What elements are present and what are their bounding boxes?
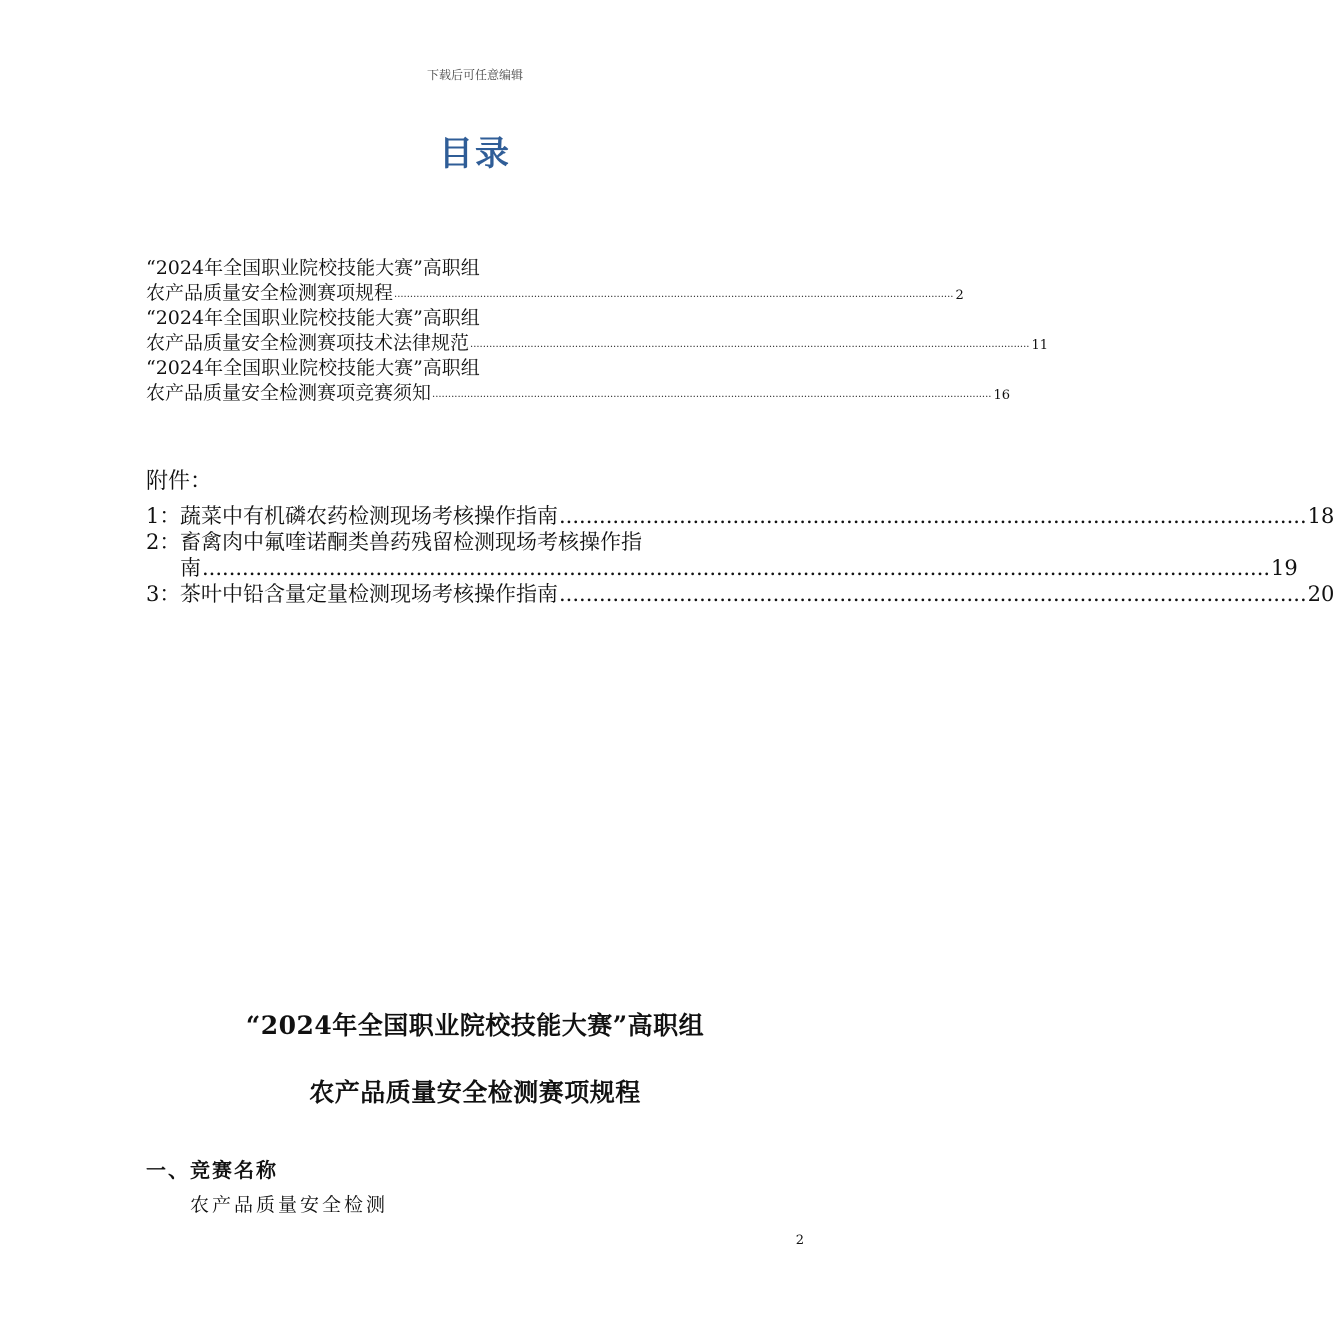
- header-note: 下载后可任意编辑: [426, 68, 523, 82]
- table-of-contents: [146, 256, 1049, 406]
- attachment-title: 蔬菜中有机磷农药检测现场考核操作指南: [180, 504, 558, 528]
- attachment-page-number: 19: [1271, 556, 1298, 580]
- toc-entry-line1: “2024年全国职业院校技能大赛”高职组: [146, 357, 480, 379]
- toc-entry-line2: 农产品质量安全检测赛项技术法律规范: [146, 332, 470, 354]
- toc-entry-line1: “2024年全国职业院校技能大赛”高职组: [146, 307, 480, 329]
- section-paragraph: 农产品质量安全检测: [190, 1194, 389, 1216]
- attachment-title-continued: 南: [180, 556, 201, 580]
- attachment-page-number: 20: [1307, 582, 1334, 606]
- attachment-item[interactable]: [146, 581, 1334, 607]
- attachment-number: 3：: [146, 582, 181, 606]
- toc-entry-line2: 农产品质量安全检测赛项规程: [146, 282, 394, 304]
- attachment-item[interactable]: [146, 503, 1334, 529]
- attachment-title: 畜禽肉中氟喹诺酮类兽药残留检测现场考核操作指: [180, 530, 642, 554]
- leader-dots: ................................................................................................................................................................: [202, 556, 1271, 580]
- toc-page-number: 11: [1031, 338, 1049, 353]
- leader-dots: ................................................................................................................: [559, 504, 1307, 528]
- toc-entry-line2: 农产品质量安全检测赛项竞赛须知: [146, 382, 432, 404]
- attachments-heading: 附件：: [146, 469, 213, 494]
- leader-dots: ................................................................................................................................................................................: [470, 339, 1030, 350]
- attachment-number: 2：: [146, 530, 181, 554]
- toc-entry[interactable]: [146, 306, 1049, 356]
- attachment-item[interactable]: [146, 529, 1298, 581]
- toc-entry-line1: “2024年全国职业院校技能大赛”高职组: [146, 257, 480, 279]
- document-title-line2: 农产品质量安全检测赛项规程: [309, 1078, 641, 1107]
- leader-dots: ................................................................................................................................................................................: [394, 289, 954, 300]
- attachment-page-number: 18: [1307, 504, 1334, 528]
- document-title-line1: “2024年全国职业院校技能大赛”高职组: [245, 1011, 705, 1040]
- section-heading: 一、竞赛名称: [146, 1158, 278, 1182]
- toc-entry[interactable]: [146, 256, 964, 306]
- toc-page-number: 16: [993, 388, 1011, 403]
- attachment-number: 1：: [146, 504, 181, 528]
- attachment-title: 茶叶中铅含量定量检测现场考核操作指南: [180, 582, 558, 606]
- toc-entry[interactable]: [146, 356, 1011, 406]
- leader-dots: ................................................................................................................: [559, 582, 1307, 606]
- toc-title: 目录: [439, 134, 511, 174]
- toc-page-number: 2: [955, 288, 964, 303]
- page-number: 2: [795, 1233, 804, 1248]
- leader-dots: ................................................................................................................................................................................: [432, 389, 992, 400]
- attachments-list: [146, 503, 1334, 607]
